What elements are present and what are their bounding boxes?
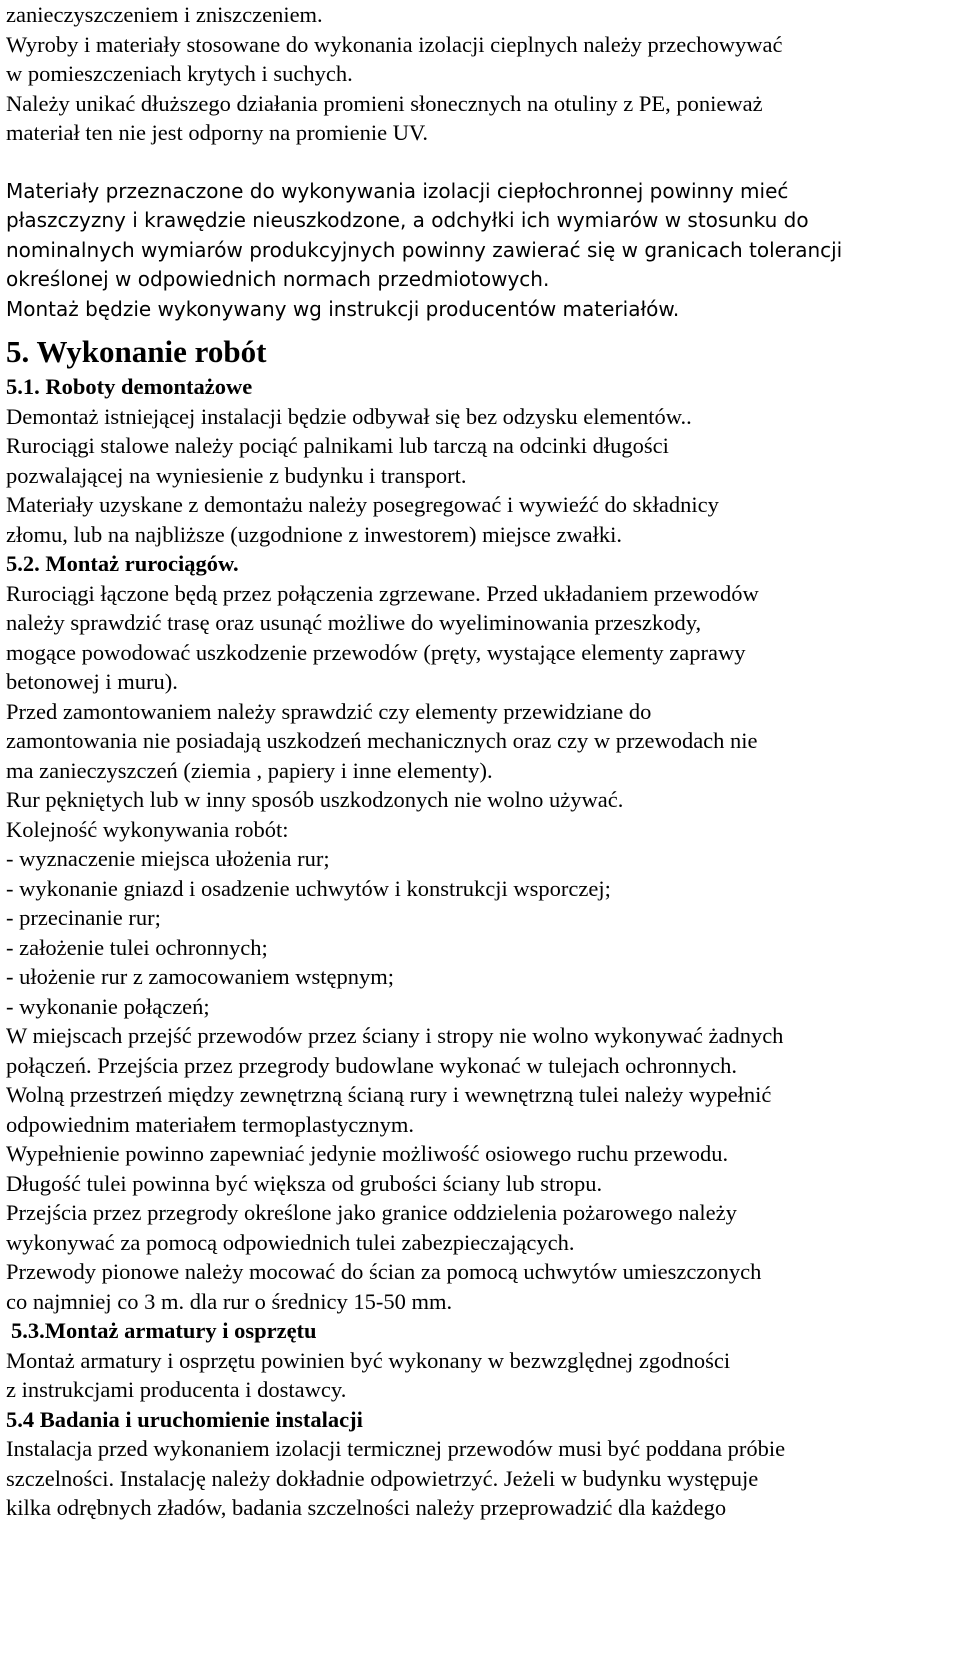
paragraph-5-1: [6, 402, 948, 550]
text-line: ma zanieczyszczeń (ziemia , papiery i inne elementy).: [6, 757, 493, 783]
text-line: Rurociągi łączone będą przez połączenia zgrzewane. Przed układaniem przewodów: [6, 580, 759, 606]
paragraph-5-2: [6, 579, 948, 1317]
text-line: Kolejność wykonywania robót:: [6, 816, 289, 842]
text-line: Przed zamontowaniem należy sprawdzić czy elementy przewidziane do: [6, 698, 652, 724]
text-line: wykonywać za pomocą odpowiednich tulei zabezpieczających.: [6, 1229, 575, 1255]
text-line: Materiały przeznaczone do wykonywania izolacji ciepłochronnej powinny mieć: [6, 178, 789, 203]
text-line: betonowej i muru).: [6, 669, 178, 694]
text-line: Wypełnienie powinno zapewniać jedynie możliwość osiowego ruchu przewodu.: [6, 1141, 729, 1166]
list-item: - ułożenie rur z zamocowaniem wstępnym;: [6, 964, 394, 989]
text-line: nominalnych wymiarów produkcyjnych powinny zawierać się w granicach tolerancji: [6, 237, 843, 262]
list-item: - przecinanie rur;: [6, 905, 161, 930]
text-line: Montaż będzie wykonywany wg instrukcji producentów materiałów.: [6, 296, 680, 321]
text-line: szczelności. Instalację należy dokładnie odpowietrzyć. Jeżeli w budynku występuje: [6, 1465, 759, 1491]
paragraph-storage: [6, 0, 948, 148]
list-item: - wyznaczenie miejsca ułożenia rur;: [6, 846, 330, 871]
text-line: Rur pękniętych lub w inny sposób uszkodzonych nie wolno używać.: [6, 787, 624, 812]
text-line: Materiały uzyskane z demontażu należy posegregować i wywieźć do składnicy: [6, 492, 719, 517]
paragraph-gap: [6, 148, 948, 177]
text-line: zanieczyszczeniem i zniszczeniem.: [6, 2, 323, 27]
text-line: zamontowania nie posiadają uszkodzeń mechanicznych oraz czy w przewodach nie: [6, 728, 758, 753]
text-line: W miejscach przejść przewodów przez ściany i stropy nie wolno wykonywać żadnych: [6, 1023, 784, 1048]
text-line: Przejścia przez przegrody określone jako granice oddzielenia pożarowego należy: [6, 1200, 737, 1225]
text-line: Instalacja przed wykonaniem izolacji termicznej przewodów musi być poddana próbie: [6, 1436, 786, 1461]
list-item: - wykonanie gniazd i osadzenie uchwytów i konstrukcji wsporczej;: [6, 875, 611, 901]
text-line: połączeń. Przejścia przez przegrody budowlane wykonać w tulejach ochronnych.: [6, 1052, 737, 1078]
text-line: Długość tulei powinna być większa od grubości ściany lub stropu.: [6, 1170, 603, 1196]
text-line: z instrukcjami producenta i dostawcy.: [6, 1377, 347, 1402]
paragraph-5-3: [6, 1346, 948, 1405]
paragraph-materials: [6, 177, 948, 325]
text-line: Przewody pionowe należy mocować do ścian za pomocą uchwytów umieszczonych: [6, 1259, 762, 1284]
text-line: złomu, lub na najbliższe (uzgodnione z inwestorem) miejsce zwałki.: [6, 521, 623, 547]
paragraph-5-4: [6, 1434, 948, 1523]
text-line: Wyroby i materiały stosowane do wykonania izolacji cieplnych należy przechowywać: [6, 31, 783, 57]
text-line: Należy unikać dłuższego działania promieni słonecznych na otuliny z PE, ponieważ: [6, 90, 763, 116]
text-line: kilka odrębnych zładów, badania szczelności należy przeprowadzić dla każdego: [6, 1495, 727, 1520]
list-item: - wykonanie połączeń;: [6, 993, 210, 1019]
subsection-heading-5-4: 5.4 Badania i uruchomienie instalacji: [6, 1406, 363, 1432]
subsection-heading-5-3: 5.3.Montaż armatury i osprzętu: [11, 1318, 317, 1343]
text-line: w pomieszczeniach krytych i suchych.: [6, 61, 353, 86]
subsection-heading-5-2: 5.2. Montaż rurociągów.: [6, 551, 239, 576]
subsection-heading-5-1: 5.1. Roboty demontażowe: [6, 374, 253, 399]
text-line: materiał ten nie jest odporny na promienie UV.: [6, 120, 428, 145]
section-heading-5: 5. Wykonanie robót: [6, 334, 267, 369]
text-line: Rurociągi stalowe należy pociąć palnikami lub tarczą na odcinki długości: [6, 433, 669, 458]
text-line: co najmniej co 3 m. dla rur o średnicy 15-50 mm.: [6, 1288, 453, 1314]
text-line: płaszczyzny i krawędzie nieuszkodzone, a odchyłki ich wymiarów w stosunku do: [6, 208, 809, 232]
text-line: określonej w odpowiednich normach przedmiotowych.: [6, 267, 550, 291]
text-line: odpowiednim materiałem termoplastycznym.: [6, 1111, 415, 1137]
text-line: Wolną przestrzeń między zewnętrzną ścianą rury i wewnętrzną tulei należy wypełnić: [6, 1082, 772, 1107]
text-line: Montaż armatury i osprzętu powinien być wykonany w bezwzględnej zgodności: [6, 1347, 731, 1373]
text-line: mogące powodować uszkodzenie przewodów (pręty, wystające elementy zaprawy: [6, 639, 746, 665]
text-line: należy sprawdzić trasę oraz usunąć możliwe do wyeliminowania przeszkody,: [6, 610, 702, 635]
text-line: pozwalającej na wyniesienie z budynku i transport.: [6, 462, 467, 488]
list-item: - założenie tulei ochronnych;: [6, 934, 268, 960]
text-line: Demontaż istniejącej instalacji będzie odbywał się bez odzysku elementów..: [6, 403, 692, 429]
